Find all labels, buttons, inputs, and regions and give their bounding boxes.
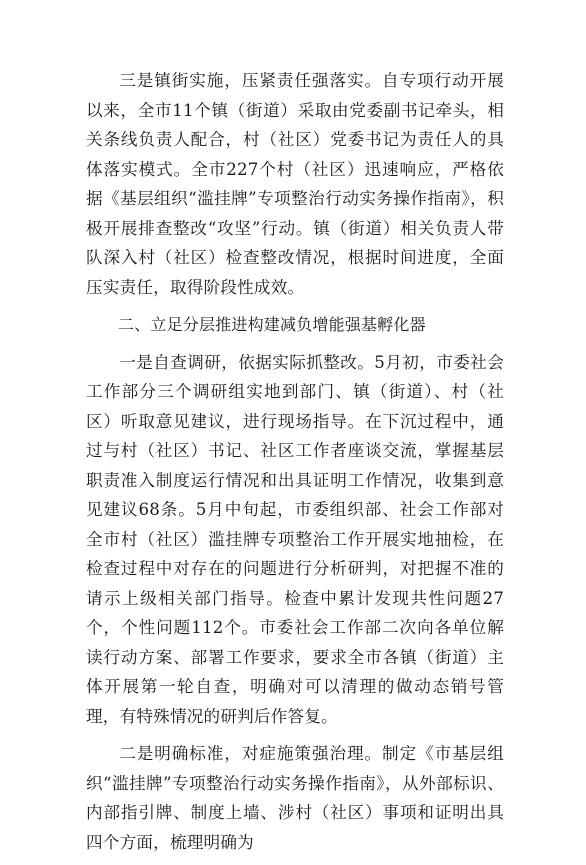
paragraph-self-inspection: 一是自查调研，依据实际抓整改。5月初，市委社会工作部分三个调研组实地到部门、镇（街道）、村（社区）听取意见建议，进行现场指导。在下沉过程中，通过与村（社区）书记、社区工作者座谈交流，掌握基层职责准入制度运行情况和出具证明工作情况，收集到意见建议68条。5月中旬起，市委组织部、社会工作部对全市村（社区）滥挂牌专项整治工作开展实地抽检，在检查过程中对存在的问题进行分析研判，对把握不准的请示上级相关部门指导。检查中累计发现共性问题27个，个性问题112个。市委社会工作部二次向各单位解读行动方案、部署工作要求，要求全市各镇（街道）主体开展第一轮自查，明确对可以清理的做动态销号管理，有特殊情况的研判后作答复。 [86,352,504,726]
section-heading-2: 二、立足分层推进构建减负增能强基孵化器 [118,315,426,334]
document-page [86,66,504,865]
paragraph-town-implementation: 三是镇街实施，压紧责任强落实。自专项行动开展以来，全市11个镇（街道）采取由党委副书记牵头，相关条线负责人配合，村（社区）党委书记为责任人的具体落实模式。全市227个村（社区）迅速响应，严格依据《基层组织“滥挂牌”专项整治行动实务操作指南》，积极开展排查整改“攻坚”行动。镇（街道）相关负责人带队深入村（社区）检查整改情况，根据时间进度，全面压实责任，取得阶段性成效。 [86,71,504,297]
paragraph-clear-standards: 二是明确标准，对症施策强治理。制定《市基层组织“滥挂牌”专项整治行动实务操作指南》，从外部标识、内部指引牌、制度上墙、涉村（社区）事项和证明出具四个方面，梳理明确为 [86,744,504,852]
